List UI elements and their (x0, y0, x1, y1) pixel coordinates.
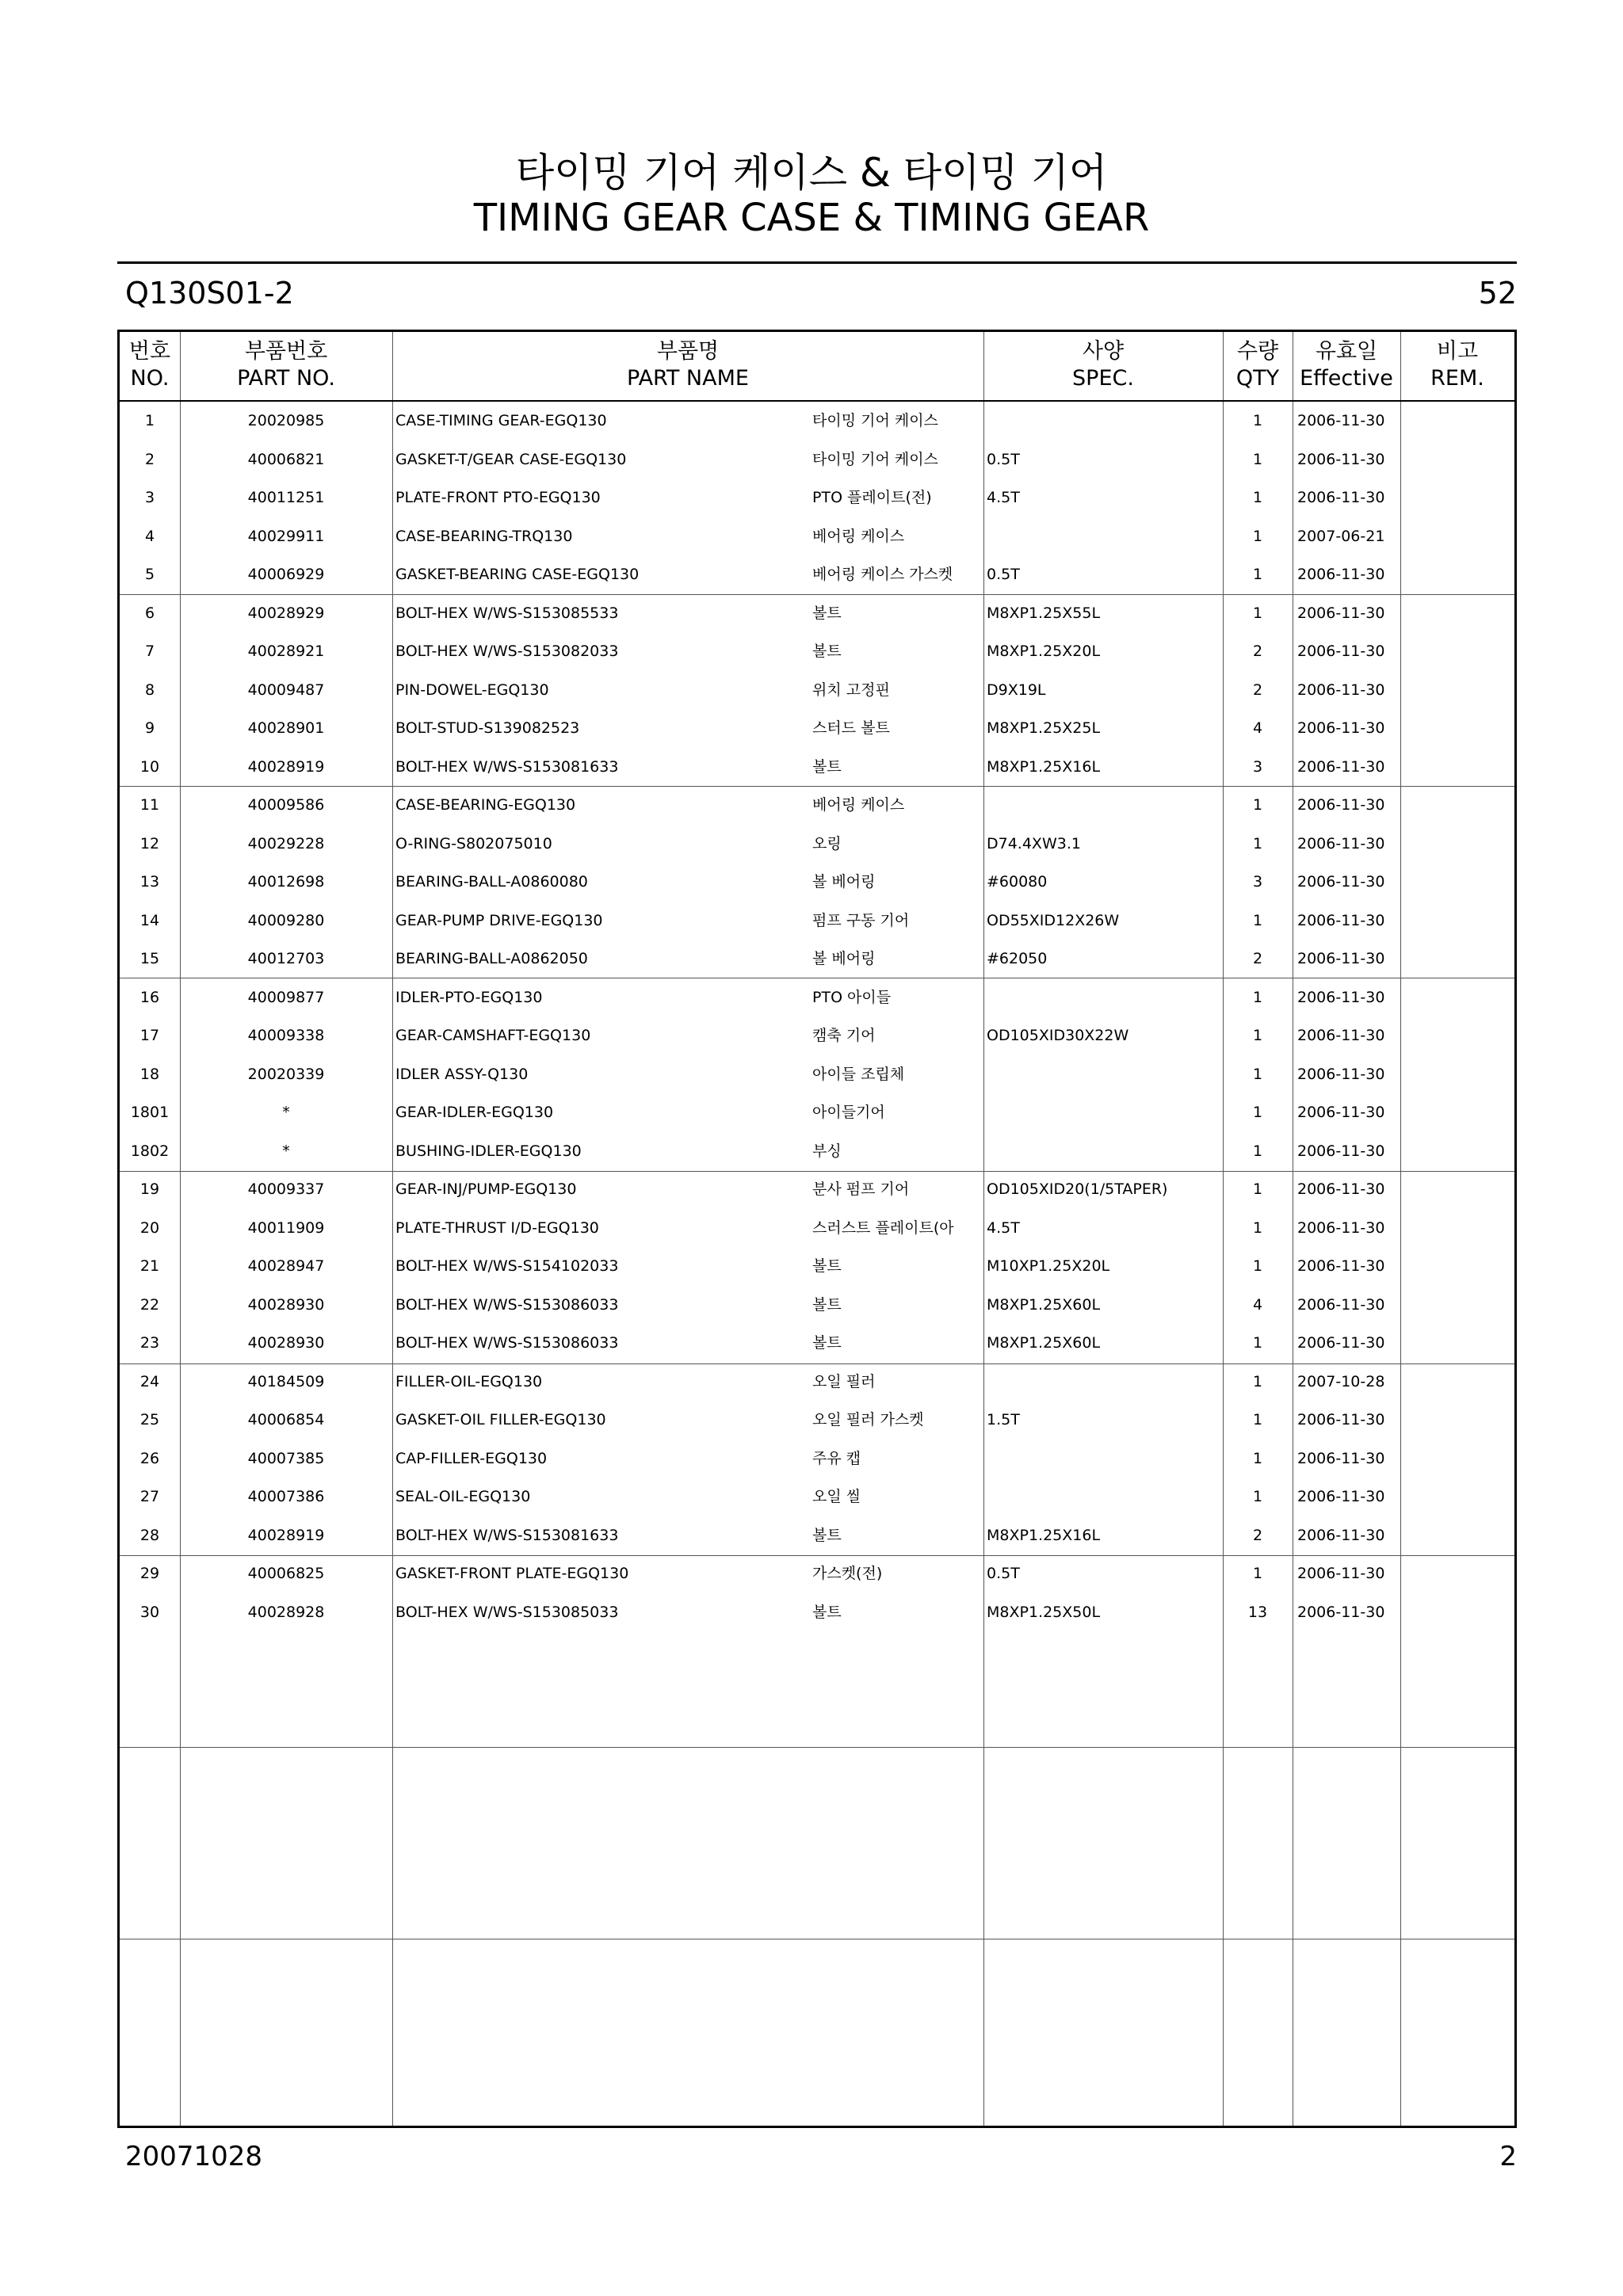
part-name-korean-cell: 베어링 케이스 (812, 527, 905, 545)
part-name-korean-cell: 볼트 (812, 643, 842, 660)
quantity-cell: 1 (1252, 1027, 1263, 1044)
part-number-cell: 40006854 (247, 1411, 325, 1428)
part-name-english-cell: GEAR-INJ/PUMP-EGQ130 (395, 1180, 577, 1198)
part-name-english-cell: GASKET-FRONT PLATE-EGQ130 (395, 1565, 629, 1582)
effective-date-cell: 2007-10-28 (1297, 1372, 1385, 1390)
part-name-english-cell: BOLT-HEX W/WS-S153085533 (395, 604, 619, 622)
part-name-korean-cell: PTO 아이들 (812, 988, 892, 1006)
row-number-cell: 10 (139, 757, 160, 776)
spec-cell: M8XP1.25X25L (987, 719, 1101, 737)
row-number-cell: 2 (144, 450, 155, 468)
effective-date-cell: 2006-11-30 (1297, 911, 1385, 929)
effective-date-cell: 2006-11-30 (1297, 450, 1385, 468)
part-name-english-cell: BOLT-HEX W/WS-S153081633 (395, 1526, 619, 1544)
part-name-english-cell: IDLER ASSY-Q130 (395, 1065, 529, 1083)
part-name-korean-cell: 볼트 (812, 1295, 842, 1314)
part-number-cell: 40009280 (247, 911, 325, 929)
spec-cell (983, 1132, 1221, 1171)
part-name-korean-cell: 볼 베어링 (812, 950, 876, 967)
effective-date-cell: 2006-11-30 (1297, 950, 1385, 967)
effective-date-cell: 2006-11-30 (1297, 988, 1385, 1006)
effective-date-cell: 2006-11-30 (1297, 1104, 1385, 1121)
table-row (120, 1478, 1514, 1516)
spec-cell (983, 517, 1221, 556)
row-number-cell: 13 (139, 873, 160, 891)
part-number-cell: 40007385 (247, 1449, 325, 1467)
part-name-korean-cell: 볼트 (812, 1603, 842, 1621)
quantity-cell: 1 (1252, 1449, 1263, 1467)
part-name-korean-cell: 오일 필러 (812, 1372, 876, 1390)
effective-date-cell: 2006-11-30 (1297, 1565, 1385, 1582)
part-name-english-cell: BEARING-BALL-A0862050 (395, 950, 588, 967)
part-name-english-cell: FILLER-OIL-EGQ130 (395, 1372, 543, 1390)
part-number-cell: 40012703 (247, 950, 325, 967)
effective-date-cell: 2006-11-30 (1297, 1488, 1385, 1505)
header-spec: 사양 SPEC. (1072, 339, 1134, 391)
spec-cell: #60080 (987, 873, 1048, 891)
quantity-cell: 1 (1252, 1565, 1263, 1582)
part-name-english-cell: BOLT-STUD-S139082523 (395, 719, 580, 737)
part-number-cell: 40009338 (247, 1027, 325, 1044)
effective-date-cell: 2006-11-30 (1297, 489, 1385, 506)
quantity-cell: 1 (1252, 604, 1263, 622)
part-name-korean-cell: 아이들 조립체 (812, 1065, 905, 1083)
quantity-cell: 2 (1252, 1526, 1263, 1544)
page-title-english: TIMING GEAR CASE & TIMING GEAR (473, 196, 1150, 240)
table-row (120, 978, 1514, 1017)
table-row (120, 441, 1514, 479)
effective-date-cell: 2006-11-30 (1297, 681, 1385, 699)
header-remarks: 비고 REM. (1430, 339, 1484, 391)
part-number-cell: 40009337 (247, 1180, 325, 1198)
part-number-cell: * (282, 1104, 290, 1121)
quantity-cell: 2 (1252, 681, 1263, 699)
effective-date-cell: 2006-11-30 (1297, 412, 1385, 429)
spec-cell: M8XP1.25X50L (987, 1603, 1101, 1621)
part-name-english-cell: PIN-DOWEL-EGQ130 (395, 681, 549, 699)
quantity-cell: 3 (1252, 757, 1263, 776)
part-name-english-cell: GASKET-OIL FILLER-EGQ130 (395, 1411, 606, 1428)
row-number-cell: 24 (139, 1372, 160, 1390)
quantity-cell: 1 (1252, 834, 1263, 852)
part-name-english-cell: GEAR-IDLER-EGQ130 (395, 1104, 554, 1121)
part-name-korean-cell: 볼트 (812, 1334, 842, 1352)
table-row (120, 1209, 1514, 1248)
part-name-korean-cell: 펌프 구동 기어 (812, 911, 910, 929)
part-name-english-cell: BOLT-HEX W/WS-S153086033 (395, 1334, 619, 1352)
quantity-cell: 1 (1252, 911, 1263, 929)
quantity-cell: 4 (1252, 1295, 1263, 1314)
spec-cell: D74.4XW3.1 (987, 834, 1081, 852)
spec-cell: 4.5T (987, 489, 1020, 506)
table-row (120, 748, 1514, 787)
group-divider (120, 1747, 1514, 1748)
quantity-cell: 1 (1252, 1372, 1263, 1390)
part-name-english-cell: GASKET-T/GEAR CASE-EGQ130 (395, 450, 627, 468)
table-row (120, 402, 1514, 441)
effective-date-cell: 2006-11-30 (1297, 1295, 1385, 1314)
table-row (120, 517, 1514, 556)
spec-cell (983, 786, 1221, 825)
spec-cell: M8XP1.25X16L (987, 1526, 1101, 1544)
quantity-cell: 1 (1252, 566, 1263, 583)
part-name-korean-cell: 볼트 (812, 604, 842, 622)
table-row (120, 1093, 1514, 1132)
spec-cell: 0.5T (987, 1565, 1020, 1582)
part-name-english-cell: BUSHING-IDLER-EGQ130 (395, 1142, 582, 1160)
quantity-cell: 2 (1252, 950, 1263, 967)
table-row (120, 632, 1514, 671)
spec-cell: OD105XID20(1/5TAPER) (987, 1180, 1168, 1198)
effective-date-cell: 2006-11-30 (1297, 566, 1385, 583)
table-row (120, 786, 1514, 825)
effective-date-cell: 2006-11-30 (1297, 1411, 1385, 1428)
part-name-korean-cell: 볼 베어링 (812, 873, 876, 891)
row-number-cell: 1801 (130, 1104, 170, 1121)
spec-cell (983, 1363, 1221, 1402)
spec-cell: M8XP1.25X60L (987, 1334, 1101, 1352)
quantity-cell: 1 (1252, 412, 1263, 429)
part-number-cell: 40028901 (247, 719, 325, 737)
page-title-korean: 타이밍 기어 케이스 & 타이밍 기어 (515, 150, 1108, 196)
effective-date-cell: 2006-11-30 (1297, 1065, 1385, 1083)
part-name-korean-cell: 캠축 기어 (812, 1027, 876, 1044)
part-name-english-cell: GEAR-PUMP DRIVE-EGQ130 (395, 911, 603, 929)
quantity-cell: 1 (1252, 1411, 1263, 1428)
spec-cell: 1.5T (987, 1411, 1020, 1428)
table-row (120, 1554, 1514, 1593)
table-row (120, 671, 1514, 710)
quantity-cell: 13 (1247, 1603, 1268, 1621)
part-name-english-cell: CASE-BEARING-TRQ130 (395, 527, 573, 545)
row-number-cell: 15 (139, 950, 160, 967)
quantity-cell: 1 (1252, 1180, 1263, 1198)
header-no: 번호 NO. (128, 339, 171, 391)
quantity-cell: 4 (1252, 719, 1263, 737)
row-number-cell: 16 (139, 988, 160, 1006)
part-name-english-cell: CASE-BEARING-EGQ130 (395, 796, 576, 814)
part-name-english-cell: O-RING-S802075010 (395, 834, 552, 852)
effective-date-cell: 2006-11-30 (1297, 873, 1385, 891)
spec-cell: M8XP1.25X55L (987, 604, 1101, 622)
footer-page: 2 (1499, 2141, 1517, 2172)
part-number-cell: 40006821 (247, 450, 325, 468)
part-number-cell: 40011251 (247, 489, 325, 506)
header-part-no: 부품번호 PART NO. (237, 339, 335, 391)
table-row (120, 1286, 1514, 1325)
part-name-english-cell: PLATE-FRONT PTO-EGQ130 (395, 489, 601, 506)
spec-cell: OD105XID30X22W (987, 1027, 1129, 1044)
part-number-cell: 40028930 (247, 1334, 325, 1352)
part-name-korean-cell: PTO 플레이트(전) (812, 489, 932, 506)
part-number-cell: 40011909 (247, 1219, 325, 1237)
part-name-korean-cell: 볼트 (812, 1257, 842, 1275)
row-number-cell: 18 (139, 1065, 160, 1083)
row-number-cell: 5 (144, 566, 155, 583)
part-name-english-cell: BOLT-HEX W/WS-S153081633 (395, 757, 619, 776)
quantity-cell: 1 (1252, 1065, 1263, 1083)
quantity-cell: 1 (1252, 1488, 1263, 1505)
effective-date-cell: 2006-11-30 (1297, 1449, 1385, 1467)
header-qty: 수량 QTY (1235, 339, 1280, 391)
row-number-cell: 1802 (130, 1142, 170, 1160)
table-row (120, 479, 1514, 517)
part-name-korean-cell: 베어링 케이스 (812, 796, 905, 814)
part-name-korean-cell: 위치 고정핀 (812, 681, 890, 699)
part-name-korean-cell: 가스켓(전) (812, 1565, 883, 1582)
part-number-cell: 40028929 (247, 604, 325, 622)
row-number-cell: 26 (139, 1449, 160, 1467)
part-name-english-cell: BOLT-HEX W/WS-S153086033 (395, 1295, 619, 1314)
row-number-cell: 12 (139, 834, 160, 852)
row-number-cell: 8 (144, 681, 155, 699)
quantity-cell: 1 (1252, 1334, 1263, 1352)
effective-date-cell: 2006-11-30 (1297, 1219, 1385, 1237)
effective-date-cell: 2006-11-30 (1297, 1603, 1385, 1621)
page-number: 52 (1478, 276, 1517, 311)
part-number-cell: 20020985 (247, 412, 325, 429)
part-number-cell: 40028919 (247, 757, 325, 776)
spec-cell (983, 1478, 1221, 1516)
effective-date-cell: 2006-11-30 (1297, 1257, 1385, 1275)
part-name-korean-cell: 오일 필러 가스켓 (812, 1411, 924, 1428)
effective-date-cell: 2006-11-30 (1297, 757, 1385, 776)
parts-table (117, 330, 1517, 2128)
part-number-cell: 40028921 (247, 643, 325, 660)
row-number-cell: 27 (139, 1488, 160, 1505)
part-name-english-cell: CAP-FILLER-EGQ130 (395, 1449, 548, 1467)
part-name-korean-cell: 부싱 (812, 1142, 842, 1160)
quantity-cell: 1 (1252, 796, 1263, 814)
row-number-cell: 4 (144, 527, 155, 545)
quantity-cell: 1 (1252, 1104, 1263, 1121)
part-name-english-cell: CASE-TIMING GEAR-EGQ130 (395, 412, 607, 429)
effective-date-cell: 2007-06-21 (1297, 527, 1385, 545)
quantity-cell: 1 (1252, 489, 1263, 506)
row-number-cell: 7 (144, 643, 155, 660)
part-name-english-cell: GASKET-BEARING CASE-EGQ130 (395, 566, 640, 583)
spec-cell (983, 1055, 1221, 1094)
effective-date-cell: 2006-11-30 (1297, 604, 1385, 622)
spec-cell (983, 1440, 1221, 1478)
row-number-cell: 30 (139, 1603, 160, 1621)
part-number-cell: 40009877 (247, 988, 325, 1006)
spec-cell: OD55XID12X26W (987, 911, 1120, 929)
part-number-cell: 40009487 (247, 681, 325, 699)
part-name-korean-cell: 타이밍 기어 케이스 (812, 450, 938, 468)
part-number-cell: 40012698 (247, 873, 325, 891)
table-row (120, 863, 1514, 902)
row-number-cell: 14 (139, 911, 160, 929)
row-number-cell: 29 (139, 1565, 160, 1582)
effective-date-cell: 2006-11-30 (1297, 1027, 1385, 1044)
table-row (120, 1440, 1514, 1478)
part-number-cell: 40028947 (247, 1257, 325, 1275)
quantity-cell: 3 (1252, 873, 1263, 891)
part-number-cell: 40028919 (247, 1526, 325, 1544)
part-name-english-cell: BOLT-HEX W/WS-S154102033 (395, 1257, 619, 1275)
title-divider (117, 261, 1517, 264)
table-row (120, 709, 1514, 748)
document-code: Q130S01-2 (125, 276, 294, 311)
row-number-cell: 1 (144, 412, 155, 429)
part-name-korean-cell: 오일 씰 (812, 1488, 861, 1505)
table-row (120, 594, 1514, 633)
row-number-cell: 3 (144, 489, 155, 506)
table-row (120, 1593, 1514, 1632)
table-row (120, 1363, 1514, 1402)
table-row (120, 1016, 1514, 1055)
table-row (120, 1516, 1514, 1555)
part-name-korean-cell: 스러스트 플레이트(아 (812, 1219, 954, 1237)
table-row (120, 1401, 1514, 1440)
row-number-cell: 17 (139, 1027, 160, 1044)
table-row (120, 940, 1514, 978)
footer-date: 20071028 (125, 2141, 263, 2172)
part-name-english-cell: GEAR-CAMSHAFT-EGQ130 (395, 1027, 591, 1044)
effective-date-cell: 2006-11-30 (1297, 1526, 1385, 1544)
row-number-cell: 28 (139, 1526, 160, 1544)
spec-cell: #62050 (987, 950, 1048, 967)
table-row (120, 902, 1514, 940)
part-name-english-cell: IDLER-PTO-EGQ130 (395, 988, 543, 1006)
part-number-cell: 40007386 (247, 1488, 325, 1505)
part-name-korean-cell: 볼트 (812, 757, 842, 776)
spec-cell (983, 402, 1221, 441)
effective-date-cell: 2006-11-30 (1297, 719, 1385, 737)
header-effective: 유효일 Effective (1300, 339, 1393, 391)
quantity-cell: 2 (1252, 643, 1263, 660)
part-name-korean-cell: 볼트 (812, 1526, 842, 1544)
part-number-cell: 40028928 (247, 1603, 325, 1621)
part-number-cell: * (282, 1142, 290, 1160)
quantity-cell: 1 (1252, 527, 1263, 545)
spec-cell: M8XP1.25X60L (987, 1295, 1101, 1314)
spec-cell: M8XP1.25X16L (987, 757, 1101, 776)
part-number-cell: 40029228 (247, 834, 325, 852)
part-name-korean-cell: 주유 캡 (812, 1449, 861, 1467)
row-number-cell: 11 (139, 796, 160, 814)
quantity-cell: 1 (1252, 1219, 1263, 1237)
part-name-english-cell: BEARING-BALL-A0860080 (395, 873, 588, 891)
part-number-cell: 40028930 (247, 1295, 325, 1314)
part-name-korean-cell: 스터드 볼트 (812, 719, 890, 737)
table-row (120, 1132, 1514, 1171)
spec-cell: 4.5T (987, 1219, 1020, 1237)
quantity-cell: 1 (1252, 450, 1263, 468)
quantity-cell: 1 (1252, 1142, 1263, 1160)
effective-date-cell: 2006-11-30 (1297, 1142, 1385, 1160)
row-number-cell: 20 (139, 1219, 160, 1237)
part-name-korean-cell: 베어링 케이스 가스켓 (812, 566, 953, 583)
part-number-cell: 40009586 (247, 796, 325, 814)
part-name-english-cell: SEAL-OIL-EGQ130 (395, 1488, 531, 1505)
effective-date-cell: 2006-11-30 (1297, 834, 1385, 852)
effective-date-cell: 2006-11-30 (1297, 1334, 1385, 1352)
spec-cell: 0.5T (987, 566, 1020, 583)
table-row (120, 825, 1514, 864)
part-number-cell: 20020339 (247, 1065, 325, 1083)
table-row (120, 555, 1514, 594)
table-row (120, 1055, 1514, 1094)
part-name-english-cell: PLATE-THRUST I/D-EGQ130 (395, 1219, 599, 1237)
spec-cell: 0.5T (987, 450, 1020, 468)
part-name-korean-cell: 아이들기어 (812, 1104, 885, 1121)
row-number-cell: 6 (144, 604, 155, 622)
part-name-korean-cell: 분사 펌프 기어 (812, 1180, 910, 1198)
row-number-cell: 23 (139, 1334, 160, 1352)
part-number-cell: 40006929 (247, 566, 325, 583)
part-name-korean-cell: 타이밍 기어 케이스 (812, 412, 938, 429)
spec-cell: M8XP1.25X20L (987, 643, 1101, 660)
part-name-english-cell: BOLT-HEX W/WS-S153085033 (395, 1603, 619, 1621)
row-number-cell: 9 (144, 719, 155, 737)
part-number-cell: 40029911 (247, 527, 325, 545)
spec-cell: D9X19L (987, 681, 1046, 699)
effective-date-cell: 2006-11-30 (1297, 643, 1385, 660)
effective-date-cell: 2006-11-30 (1297, 796, 1385, 814)
row-number-cell: 21 (139, 1257, 160, 1275)
quantity-cell: 1 (1252, 1257, 1263, 1275)
table-row (120, 1247, 1514, 1286)
spec-cell: M10XP1.25X20L (987, 1257, 1110, 1275)
part-number-cell: 40006825 (247, 1565, 325, 1582)
table-row (120, 1170, 1514, 1209)
spec-cell (983, 1093, 1221, 1132)
part-number-cell: 40184509 (247, 1372, 325, 1390)
table-row (120, 1324, 1514, 1363)
spec-cell (983, 978, 1221, 1017)
header-part-name: 부품명 PART NAME (627, 339, 749, 391)
part-name-english-cell: BOLT-HEX W/WS-S153082033 (395, 643, 619, 660)
row-number-cell: 25 (139, 1411, 160, 1428)
effective-date-cell: 2006-11-30 (1297, 1180, 1385, 1198)
part-name-korean-cell: 오링 (812, 834, 842, 852)
row-number-cell: 22 (139, 1295, 160, 1314)
quantity-cell: 1 (1252, 988, 1263, 1006)
row-number-cell: 19 (139, 1180, 160, 1198)
